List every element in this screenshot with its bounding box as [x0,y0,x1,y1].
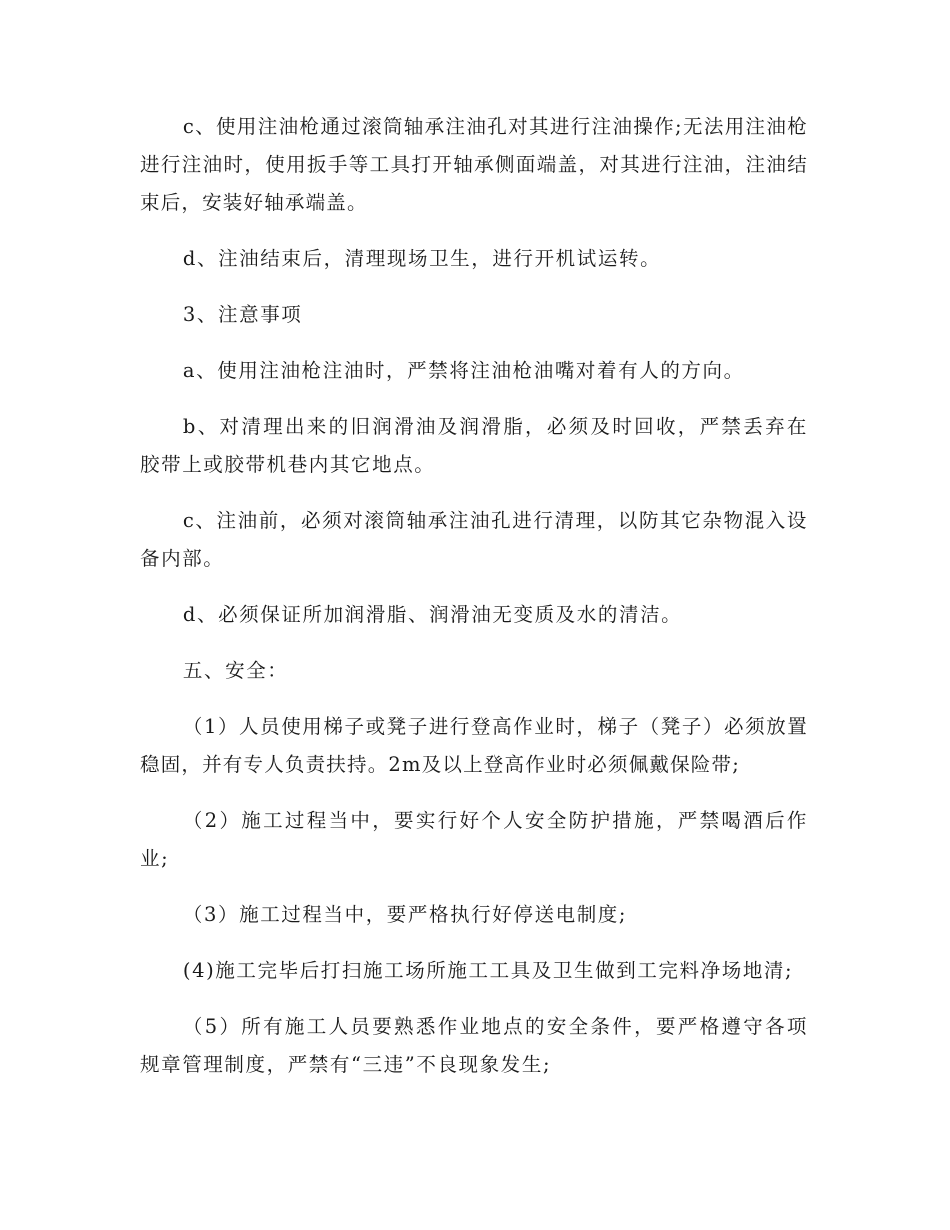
paragraph-note-d: d、必须保证所加润滑脂、润滑油无变质及水的清洁。 [182,603,683,626]
paragraph-safety-4: (4)施工完毕后打扫施工场所施工工具及卫生做到工完料净场地清; [182,959,794,982]
paragraph-note-a: a、使用注油枪注油时，严禁将注油枪油嘴对着有人的方向。 [182,359,745,382]
paragraph-step-c: c、使用注油枪通过滚筒轴承注油孔对其进行注油操作;无法用注油枪进行注油时，使用扳手等工具打开轴承侧面端盖，对其进行注油，注油结束后，安装好轴承端盖。 [140,115,808,214]
paragraph-step-d: d、注油结束后，清理现场卫生，进行开机试运转。 [182,247,662,270]
section-heading-safety: 五、安全： [182,659,289,682]
paragraph-safety-5: （5）所有施工人员要熟悉作业地点的安全条件，要严格遵守各项规章管理制度，严禁有“三违”不良现象发生; [140,1015,808,1076]
paragraph-safety-2: （2）施工过程当中，要实行好个人安全防护措施，严禁喝酒后作业; [140,809,808,870]
paragraph-safety-1: （1）人员使用梯子或凳子进行登高作业时，梯子（凳子）必须放置稳固，并有专人负责扶持。2m及以上登高作业时必须佩戴保险带; [140,715,808,776]
paragraph-safety-3: （3）施工过程当中，要严格执行好停送电制度; [182,903,628,926]
paragraph-note-c: c、注油前，必须对滚筒轴承注油孔进行清理，以防其它杂物混入设备内部。 [140,509,808,570]
document-body [140,108,808,1102]
section-heading-notes: 3、注意事项 [182,303,303,326]
paragraph-note-b: b、对清理出来的旧润滑油及润滑脂，必须及时回收，严禁丢弃在胶带上或胶带机巷内其它地点。 [140,415,808,476]
